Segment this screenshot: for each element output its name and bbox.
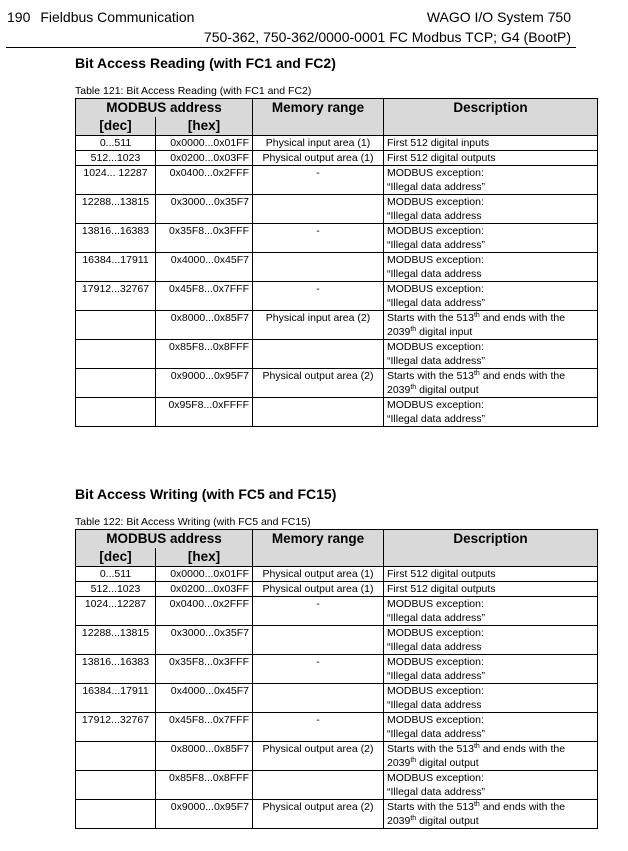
cell-memory-range: Physical output area (2) [253,742,384,771]
description-line-2: “Illegal data address [387,641,482,653]
description-line-2: “Illegal data address” [387,670,486,682]
cell-hex: 0x85F8...0x8FFF [156,771,253,800]
table-row [76,311,598,340]
description-line-1: First 512 digital outputs [387,568,496,580]
section-bit-access-writing [75,486,598,829]
bit-access-reading-table [75,98,598,427]
description-line-1: First 512 digital inputs [387,137,490,149]
cell-dec: 0...511 [76,136,156,151]
col-memory-range: Memory range [253,99,384,136]
description-line-2: “Illegal data address” [387,297,486,309]
cell-description [384,567,598,582]
cell-hex: 0x45F8...0x7FFF [156,713,253,742]
table-row [76,136,598,151]
description-line-1: Starts with the 513th and ends with the [387,801,566,813]
table-row [76,597,598,626]
cell-memory-range [253,771,384,800]
header-rule [6,47,576,48]
col-dec: [dec] [76,548,156,567]
description-line-2: “Illegal data address [387,210,482,222]
table-row [76,655,598,684]
cell-hex: 0x8000...0x85F7 [156,742,253,771]
cell-dec: 512...1023 [76,582,156,597]
table-row [76,224,598,253]
cell-memory-range: - [253,282,384,311]
cell-dec: 16384...17911 [76,253,156,282]
table-row [76,742,598,771]
description-line-1: MODBUS exception: [387,225,484,237]
cell-memory-range: Physical output area (2) [253,800,384,829]
description-line-1: MODBUS exception: [387,598,484,610]
description-line-1: Starts with the 513th and ends with the [387,743,566,755]
cell-dec: 13816...16383 [76,655,156,684]
section-title: Bit Access Reading (with FC1 and FC2) [75,55,336,71]
description-line-1: First 512 digital outputs [387,583,496,595]
cell-dec [76,398,156,427]
table-row [76,684,598,713]
cell-description [384,369,598,398]
cell-memory-range: Physical input area (1) [253,136,384,151]
cell-memory-range [253,340,384,369]
cell-dec [76,340,156,369]
cell-memory-range [253,684,384,713]
cell-hex: 0x0200...0x03FF [156,151,253,166]
description-line-1: MODBUS exception: [387,167,484,179]
table-row [76,195,598,224]
description-line-2: “Illegal data address [387,268,482,280]
table-row [76,582,598,597]
description-line-1: Starts with the 513th and ends with the [387,312,566,324]
cell-description [384,224,598,253]
cell-description [384,800,598,829]
cell-description [384,582,598,597]
description-line-1: MODBUS exception: [387,685,484,697]
col-memory-range: Memory range [253,530,384,567]
cell-memory-range: Physical output area (1) [253,567,384,582]
cell-memory-range [253,253,384,282]
table-body [76,136,598,427]
cell-hex: 0x4000...0x45F7 [156,253,253,282]
table-row [76,398,598,427]
cell-dec [76,742,156,771]
table-body [76,567,598,829]
cell-description [384,195,598,224]
cell-hex: 0x8000...0x85F7 [156,311,253,340]
cell-dec: 12288...13815 [76,195,156,224]
cell-hex: 0x0400...0x2FFF [156,166,253,195]
cell-dec: 17912...32767 [76,713,156,742]
table-row [76,282,598,311]
cell-memory-range: Physical output area (2) [253,369,384,398]
chapter-title: Fieldbus Communication [40,9,195,25]
description-line-1: MODBUS exception: [387,283,484,295]
description-line-1: First 512 digital outputs [387,152,496,164]
section-bit-access-reading [75,55,598,427]
description-line-2: 2039th digital input [387,326,473,338]
description-line-2: “Illegal data address” [387,786,486,798]
description-line-1: MODBUS exception: [387,399,484,411]
cell-dec: 1024... 12287 [76,166,156,195]
description-line-1: MODBUS exception: [387,254,484,266]
cell-hex: 0x3000...0x35F7 [156,626,253,655]
cell-hex: 0x35F8...0x3FFF [156,224,253,253]
description-line-2: “Illegal data address” [387,181,486,193]
cell-hex: 0x85F8...0x8FFF [156,340,253,369]
col-modbus-address: MODBUS address [76,530,253,549]
cell-memory-range [253,195,384,224]
cell-memory-range [253,398,384,427]
cell-memory-range: - [253,655,384,684]
table-row [76,253,598,282]
table-row [76,166,598,195]
page-number: 190 [7,9,31,25]
description-line-2: “Illegal data address” [387,612,486,624]
cell-memory-range: Physical output area (1) [253,582,384,597]
cell-memory-range: Physical output area (1) [253,151,384,166]
description-line-1: MODBUS exception: [387,772,484,784]
table-row [76,713,598,742]
cell-memory-range: - [253,224,384,253]
cell-hex: 0x4000...0x45F7 [156,684,253,713]
cell-description [384,771,598,800]
cell-dec: 13816...16383 [76,224,156,253]
cell-dec: 0...511 [76,567,156,582]
col-hex: [hex] [156,548,253,567]
cell-hex: 0x9000...0x95F7 [156,800,253,829]
table-row [76,771,598,800]
description-line-1: MODBUS exception: [387,714,484,726]
cell-memory-range: - [253,713,384,742]
cell-dec: 512...1023 [76,151,156,166]
cell-description [384,742,598,771]
cell-memory-range: - [253,597,384,626]
cell-memory-range: - [253,166,384,195]
cell-hex: 0x0200...0x03FF [156,582,253,597]
cell-dec: 16384...17911 [76,684,156,713]
col-description: Description [384,99,598,136]
cell-dec [76,369,156,398]
description-line-2: 2039th digital output [387,384,479,396]
description-line-1: Starts with the 513th and ends with the [387,370,566,382]
description-line-1: MODBUS exception: [387,627,484,639]
description-line-2: 2039th digital output [387,757,479,769]
table-row [76,800,598,829]
description-line-2: “Illegal data address” [387,728,486,740]
cell-dec: 17912...32767 [76,282,156,311]
description-line-2: 2039th digital output [387,815,479,827]
table-row [76,340,598,369]
cell-hex: 0x9000...0x95F7 [156,369,253,398]
description-line-1: MODBUS exception: [387,341,484,353]
cell-dec: 12288...13815 [76,626,156,655]
table-row [76,151,598,166]
col-modbus-address: MODBUS address [76,99,253,118]
cell-description [384,282,598,311]
cell-hex: 0x0000...0x01FF [156,136,253,151]
description-line-1: MODBUS exception: [387,656,484,668]
col-hex: [hex] [156,117,253,136]
cell-description [384,626,598,655]
cell-hex: 0x3000...0x35F7 [156,195,253,224]
table-row [76,626,598,655]
cell-hex: 0x95F8...0xFFFF [156,398,253,427]
cell-description [384,597,598,626]
col-description: Description [384,530,598,567]
cell-memory-range [253,626,384,655]
cell-description [384,340,598,369]
cell-hex: 0x0400...0x2FFF [156,597,253,626]
cell-dec [76,771,156,800]
cell-dec [76,800,156,829]
cell-description [384,151,598,166]
table-caption: Table 121: Bit Access Reading (with FC1 and FC2) [75,85,312,97]
cell-description [384,253,598,282]
product-name: WAGO I/O System 750 [426,9,571,25]
bit-access-writing-table [75,529,598,829]
description-line-2: “Illegal data address” [387,239,486,251]
table-row [76,567,598,582]
model-name: 750-362, 750-362/0000-0001 FC Modbus TCP; G4 (BootP) [203,29,571,45]
cell-memory-range: Physical input area (2) [253,311,384,340]
description-line-2: “Illegal data address” [387,413,486,425]
cell-description [384,398,598,427]
cell-description [384,713,598,742]
description-line-2: “Illegal data address [387,699,482,711]
cell-hex: 0x45F8...0x7FFF [156,282,253,311]
cell-description [384,684,598,713]
table-caption: Table 122: Bit Access Writing (with FC5 and FC15) [75,516,311,528]
cell-description [384,136,598,151]
description-line-2: “Illegal data address” [387,355,486,367]
cell-description [384,655,598,684]
cell-description [384,166,598,195]
section-title: Bit Access Writing (with FC5 and FC15) [75,486,337,502]
cell-hex: 0x0000...0x01FF [156,567,253,582]
cell-dec [76,311,156,340]
cell-description [384,311,598,340]
description-line-1: MODBUS exception: [387,196,484,208]
table-row [76,369,598,398]
header-left [7,9,194,25]
cell-hex: 0x35F8...0x3FFF [156,655,253,684]
col-dec: [dec] [76,117,156,136]
cell-dec: 1024...12287 [76,597,156,626]
